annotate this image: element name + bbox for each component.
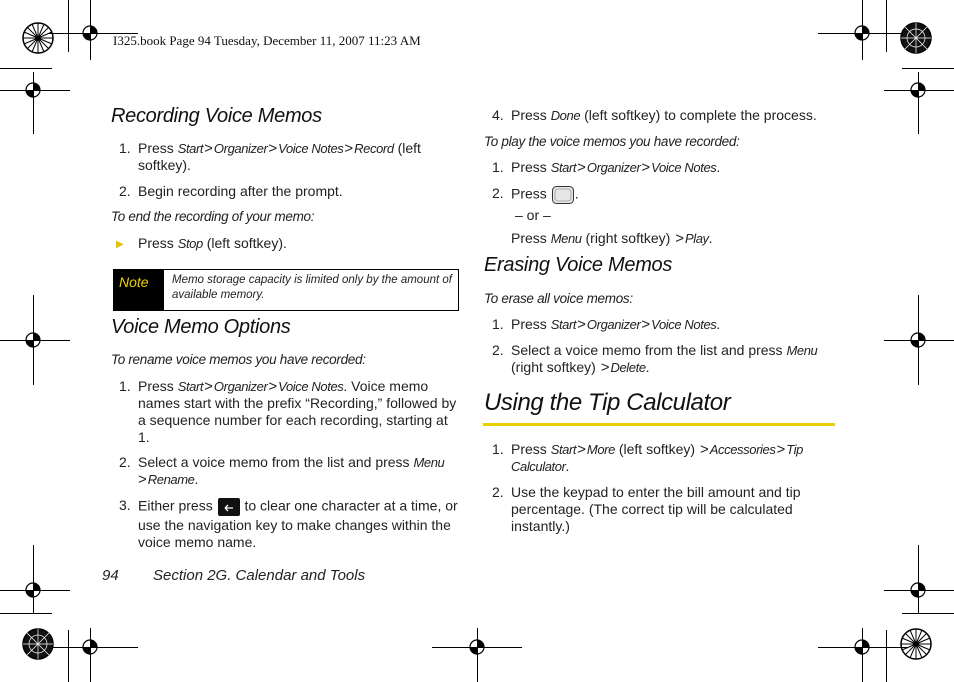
play-step-2: 2. Press . bbox=[511, 185, 841, 205]
or-separator: – or – bbox=[515, 207, 551, 223]
page-number: 94 bbox=[102, 567, 119, 584]
note-text: Memo storage capacity is limited only by the amount of available memory. bbox=[172, 274, 452, 301]
recording-step-1: 1. Press Start>Organizer>Voice Notes>Record (left softkey). bbox=[119, 140, 421, 173]
section-title: Section 2G. Calendar and Tools bbox=[153, 567, 366, 584]
registration-target-icon bbox=[467, 637, 487, 657]
registration-target-icon bbox=[908, 330, 928, 350]
triangle-bullet-icon: ▶ bbox=[116, 239, 124, 250]
print-rosette-icon bbox=[21, 21, 55, 55]
heading-underline bbox=[483, 423, 835, 426]
tip-step-1: 1. Press Start>More (left softkey) >Accessories>Tip Calculator. bbox=[492, 441, 803, 474]
erase-step-2: 2. Select a voice memo from the list and press Menu (right softkey) >Delete. bbox=[492, 342, 818, 376]
print-rosette-icon bbox=[899, 21, 933, 55]
registration-target-icon bbox=[23, 580, 43, 600]
registration-target-icon bbox=[908, 580, 928, 600]
registration-target-icon bbox=[80, 23, 100, 43]
heading-voice-memo-options: Voice Memo Options bbox=[111, 316, 291, 338]
play-alt-step: Press Menu (right softkey) >Play. bbox=[511, 230, 713, 247]
tip-step-2: 2. Use the keypad to enter the bill amount and tip percentage. (The correct tip will be calculated instantly.) bbox=[492, 484, 801, 534]
erase-intro: To erase all voice memos: bbox=[484, 291, 633, 306]
note-label: Note bbox=[114, 270, 164, 310]
options-step-3: 3. Either press to clear one character at a time, or use the navigation key to make changes within the voice memo name. bbox=[119, 497, 458, 550]
options-step-1: 1. Press Start>Organizer>Voice Notes. Voice memo names start with the prefix “Recording,” followed by a sequence number for each recording, starting at 1. bbox=[119, 378, 457, 445]
print-rosette-icon bbox=[899, 627, 933, 661]
options-step-2: 2. Select a voice memo from the list and press Menu >Rename. bbox=[119, 454, 445, 488]
registration-target-icon bbox=[852, 637, 872, 657]
rename-intro: To rename voice memos you have recorded: bbox=[111, 352, 366, 367]
recording-step-2: 2. Begin recording after the prompt. bbox=[119, 183, 343, 199]
print-header: I325.book Page 94 Tuesday, December 11, 2007 11:23 AM bbox=[113, 33, 421, 48]
heading-tip-calculator: Using the Tip Calculator bbox=[484, 389, 731, 416]
recording-step-4: 4. Press Done (left softkey) to complete the process. bbox=[492, 107, 817, 123]
heading-erasing-voice-memos: Erasing Voice Memos bbox=[484, 254, 673, 276]
print-rosette-icon bbox=[21, 627, 55, 661]
registration-target-icon bbox=[23, 80, 43, 100]
note-box bbox=[113, 269, 459, 311]
select-key-icon bbox=[551, 185, 575, 205]
play-step-1: 1. Press Start>Organizer>Voice Notes. bbox=[492, 159, 721, 176]
play-intro: To play the voice memos you have recorded: bbox=[484, 134, 740, 149]
recording-stop-bullet: ▶ Press Stop (left softkey). bbox=[116, 235, 287, 251]
erase-step-1: 1. Press Start>Organizer>Voice Notes. bbox=[492, 316, 721, 333]
registration-target-icon bbox=[908, 80, 928, 100]
registration-target-icon bbox=[852, 23, 872, 43]
heading-recording-voice-memos: Recording Voice Memos bbox=[111, 105, 322, 127]
registration-target-icon bbox=[80, 637, 100, 657]
registration-target-icon bbox=[23, 330, 43, 350]
end-recording-intro: To end the recording of your memo: bbox=[111, 209, 315, 224]
back-key-icon bbox=[217, 497, 241, 517]
